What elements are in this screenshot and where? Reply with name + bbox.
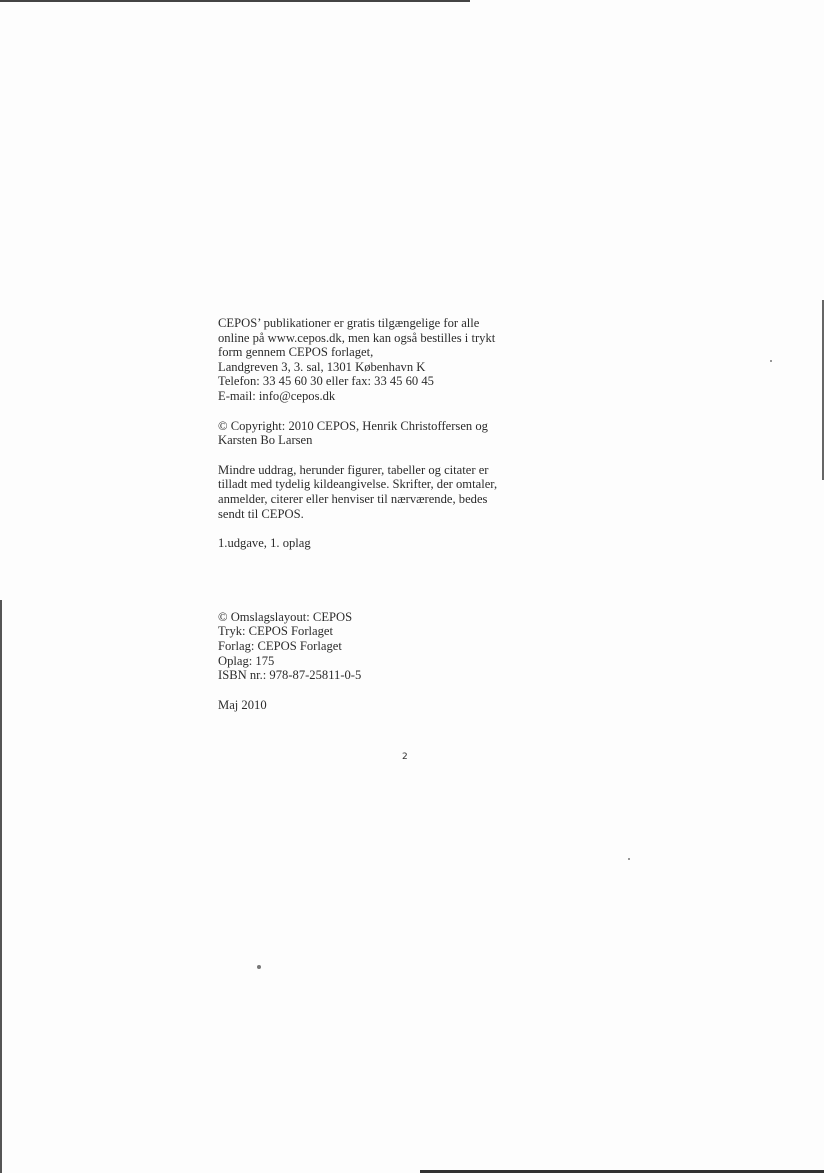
text-line: E-mail: info@cepos.dk	[218, 388, 336, 403]
edition-text: 1.udgave, 1. oplag	[218, 536, 311, 551]
text-line: sendt til CEPOS.	[218, 506, 304, 521]
publisher-paragraph	[218, 316, 548, 404]
text-line: Oplag: 175	[218, 653, 275, 668]
date-text: Maj 2010	[218, 697, 267, 712]
production-paragraph	[218, 610, 548, 683]
text-line: Landgreven 3, 3. sal, 1301 København K	[218, 359, 426, 374]
scan-speck	[257, 965, 261, 969]
text-line: ISBN nr.: 978-87-25811-0-5	[218, 668, 362, 683]
copyright-paragraph	[218, 419, 548, 448]
text-line: Karsten Bo Larsen	[218, 433, 313, 448]
edition-paragraph	[218, 536, 548, 551]
text-line: © Copyright: 2010 CEPOS, Henrik Christoffersen og	[218, 418, 488, 433]
text-line: form gennem CEPOS forlaget,	[218, 345, 374, 360]
scan-edge-left	[0, 600, 2, 1173]
scan-speck	[770, 360, 772, 362]
text-line: CEPOS’ publikationer er gratis tilgængelige for alle	[218, 316, 480, 330]
text-line: tilladt med tydelig kildeangivelse. Skrifter, der omtaler,	[218, 477, 498, 492]
spacer	[218, 566, 548, 610]
text-line: Forlag: CEPOS Forlaget	[218, 638, 342, 653]
citation-paragraph	[218, 463, 548, 521]
text-line: Telefon: 33 45 60 30 eller fax: 33 45 60 45	[218, 374, 434, 389]
imprint-text	[218, 316, 548, 727]
date-paragraph	[218, 698, 548, 713]
text-line: Tryk: CEPOS Forlaget	[218, 624, 333, 639]
page-number: 2	[402, 752, 408, 762]
scan-speck	[628, 858, 630, 860]
text-line: online på www.cepos.dk, men kan også bestilles i trykt	[218, 330, 496, 345]
text-line: © Omslagslayout: CEPOS	[218, 609, 353, 624]
text-line: anmelder, citerer eller henviser til nærværende, bedes	[218, 491, 488, 506]
text-line: Mindre uddrag, herunder figurer, tabeller og citater er	[218, 462, 489, 477]
scan-edge-top	[0, 0, 470, 2]
